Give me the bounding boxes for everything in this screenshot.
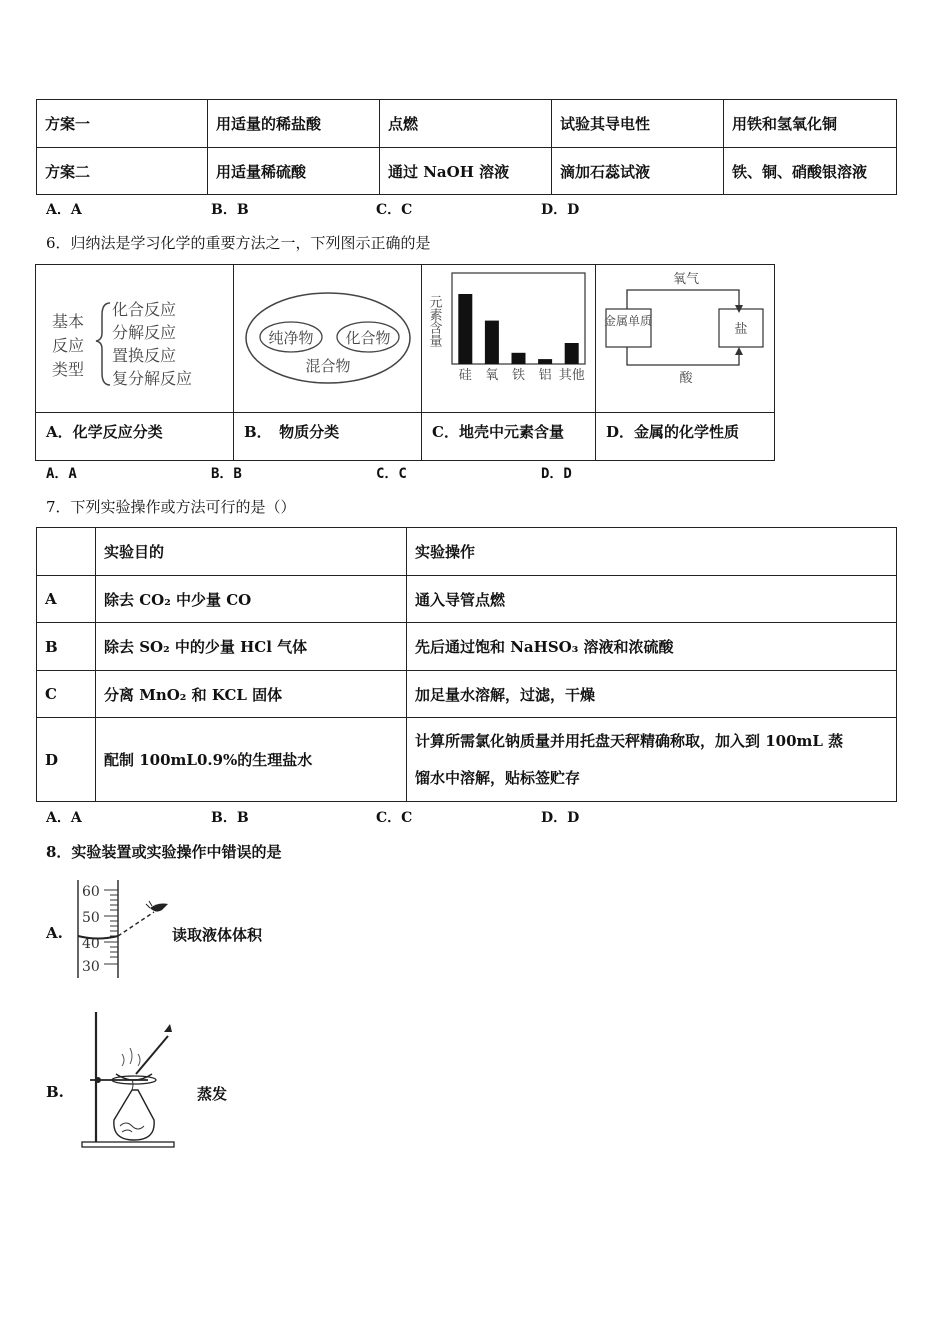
bar-0 bbox=[458, 294, 472, 364]
q5-cell: 滴加石蕊试液 bbox=[552, 148, 724, 195]
metal-properties-diagram bbox=[596, 265, 774, 412]
option-d[interactable]: D．D bbox=[541, 466, 572, 482]
inner-label-1: 纯净物 bbox=[268, 329, 314, 347]
left-label-1: 基本 bbox=[52, 312, 85, 331]
top-label: 氧气 bbox=[672, 272, 700, 287]
caption-d: D．金属的化学性质 bbox=[606, 423, 740, 441]
table-row bbox=[37, 623, 897, 671]
option-d[interactable]: D．D bbox=[541, 202, 580, 218]
x-tick-label: 铝 bbox=[538, 368, 552, 383]
y-axis-label: 元素含量 bbox=[426, 295, 442, 347]
option-c[interactable]: C．C bbox=[376, 202, 413, 218]
reaction-classification-diagram bbox=[36, 265, 233, 412]
left-box-label-1: 金属单质 bbox=[603, 314, 653, 328]
x-tick-label: 硅 bbox=[458, 368, 472, 383]
row-label: D bbox=[37, 718, 96, 802]
tick-label: 40 bbox=[82, 936, 100, 952]
row-operation: 加足量水溶解，过滤，干燥 bbox=[407, 671, 897, 718]
bar-3 bbox=[538, 359, 552, 364]
left-label-2: 反应 bbox=[52, 336, 85, 355]
q5-cell: 点燃 bbox=[380, 100, 552, 148]
item-1: 化合反应 bbox=[112, 300, 177, 319]
row-label: B bbox=[37, 623, 96, 671]
option-a[interactable]: A．A bbox=[46, 466, 77, 482]
option-b[interactable]: B．B bbox=[211, 202, 249, 218]
q5-cell: 方案二 bbox=[37, 148, 208, 195]
row-operation bbox=[407, 718, 897, 802]
row-operation: 通入导管点燃 bbox=[407, 576, 897, 623]
substance-classification-diagram bbox=[234, 265, 421, 412]
steam-icon bbox=[122, 1048, 140, 1066]
inner-label-2: 化合物 bbox=[345, 329, 391, 347]
bottom-label: 酸 bbox=[679, 371, 693, 386]
q5-cell: 用适量稀硫酸 bbox=[208, 148, 380, 195]
table-row bbox=[37, 718, 897, 802]
q8-a-text: 读取液体体积 bbox=[172, 926, 263, 944]
stand-base bbox=[82, 1142, 174, 1147]
q7-header-cell: 实验操作 bbox=[407, 528, 897, 576]
q8-a-label[interactable]: A. bbox=[46, 924, 63, 942]
crust-element-bar-chart bbox=[422, 265, 595, 412]
option-c[interactable]: C．C bbox=[376, 810, 413, 826]
item-3: 置换反应 bbox=[112, 346, 177, 365]
row-label: A bbox=[37, 576, 96, 623]
glass-rod bbox=[136, 1036, 168, 1074]
evaporating-dish bbox=[116, 1074, 152, 1080]
q5-cell: 试验其导电性 bbox=[552, 100, 724, 148]
x-tick-label: 氧 bbox=[485, 368, 499, 383]
caption-b: B． 物质分类 bbox=[244, 423, 340, 441]
tick-label: 50 bbox=[82, 910, 100, 926]
row-purpose: 分离 MnO₂ 和 KCL 固体 bbox=[96, 671, 407, 718]
table-row bbox=[37, 576, 897, 623]
q6-stem: 6．归纳法是学习化学的重要方法之一，下列图示正确的是 bbox=[46, 234, 431, 252]
left-label-3: 类型 bbox=[52, 360, 85, 379]
q5-cell: 用铁和氢氧化铜 bbox=[724, 100, 897, 148]
q5-cell: 方案一 bbox=[37, 100, 208, 148]
tick-label: 60 bbox=[82, 884, 100, 900]
caption-c: C．地壳中元素含量 bbox=[432, 423, 564, 441]
option-c[interactable]: C．C bbox=[376, 466, 407, 482]
q6-figure-table bbox=[35, 264, 775, 461]
operation-line-2: 馏水中溶解，贴标签贮存 bbox=[415, 768, 581, 787]
row-purpose: 除去 CO₂ 中少量 CO bbox=[96, 576, 407, 623]
q7-header-cell: 实验目的 bbox=[96, 528, 407, 576]
bar-2 bbox=[512, 353, 526, 364]
q8-b-text: 蒸发 bbox=[197, 1085, 228, 1103]
q7-header-cell bbox=[37, 528, 96, 576]
row-purpose: 除去 SO₂ 中的少量 HCl 气体 bbox=[96, 623, 407, 671]
item-2: 分解反应 bbox=[112, 323, 177, 342]
option-b[interactable]: B．B bbox=[211, 810, 249, 826]
arrow-up-icon bbox=[735, 347, 743, 355]
table-row bbox=[37, 671, 897, 718]
outer-label: 混合物 bbox=[305, 357, 351, 375]
bar-4 bbox=[565, 343, 579, 364]
row-operation: 先后通过饱和 NaHSO₃ 溶液和浓硫酸 bbox=[407, 623, 897, 671]
option-a[interactable]: A．A bbox=[46, 202, 82, 218]
option-b[interactable]: B．B bbox=[211, 466, 242, 482]
operation-line-1: 计算所需氯化钠质量并用托盘天秤精确称取，加入到 100mL 蒸 bbox=[415, 731, 844, 750]
option-d[interactable]: D．D bbox=[541, 810, 580, 826]
q5-cell: 通过 NaOH 溶液 bbox=[380, 148, 552, 195]
tick-label: 30 bbox=[82, 959, 100, 975]
eye-icon bbox=[150, 904, 168, 912]
alcohol-lamp bbox=[114, 1090, 154, 1140]
item-4: 复分解反应 bbox=[112, 369, 193, 388]
evaporation-apparatus-figure bbox=[76, 1008, 186, 1150]
option-a[interactable]: A．A bbox=[46, 810, 82, 826]
q7-stem: 7．下列实验操作或方法可行的是（） bbox=[46, 498, 296, 516]
graduated-cylinder-reading-figure bbox=[70, 878, 180, 982]
q8-b-label[interactable]: B. bbox=[46, 1083, 64, 1101]
right-box-label: 盐 bbox=[734, 322, 748, 337]
brace-icon bbox=[96, 303, 110, 385]
q5-options bbox=[46, 199, 706, 219]
q5-cell: 用适量的稀盐酸 bbox=[208, 100, 380, 148]
q6-options bbox=[46, 463, 706, 483]
q5-table bbox=[36, 99, 897, 195]
row-purpose: 配制 100mL0.9%的生理盐水 bbox=[96, 718, 407, 802]
q8-stem: 8．实验装置或实验操作中错误的是 bbox=[46, 843, 282, 861]
caption-a: A．化学反应分类 bbox=[46, 423, 163, 441]
bar-1 bbox=[485, 321, 499, 364]
x-tick-label: 其他 bbox=[558, 368, 585, 383]
q5-cell: 铁、铜、硝酸银溶液 bbox=[724, 148, 897, 195]
q7-table bbox=[36, 527, 897, 802]
q7-options bbox=[46, 807, 706, 827]
row-label: C bbox=[37, 671, 96, 718]
x-tick-label: 铁 bbox=[511, 368, 526, 383]
